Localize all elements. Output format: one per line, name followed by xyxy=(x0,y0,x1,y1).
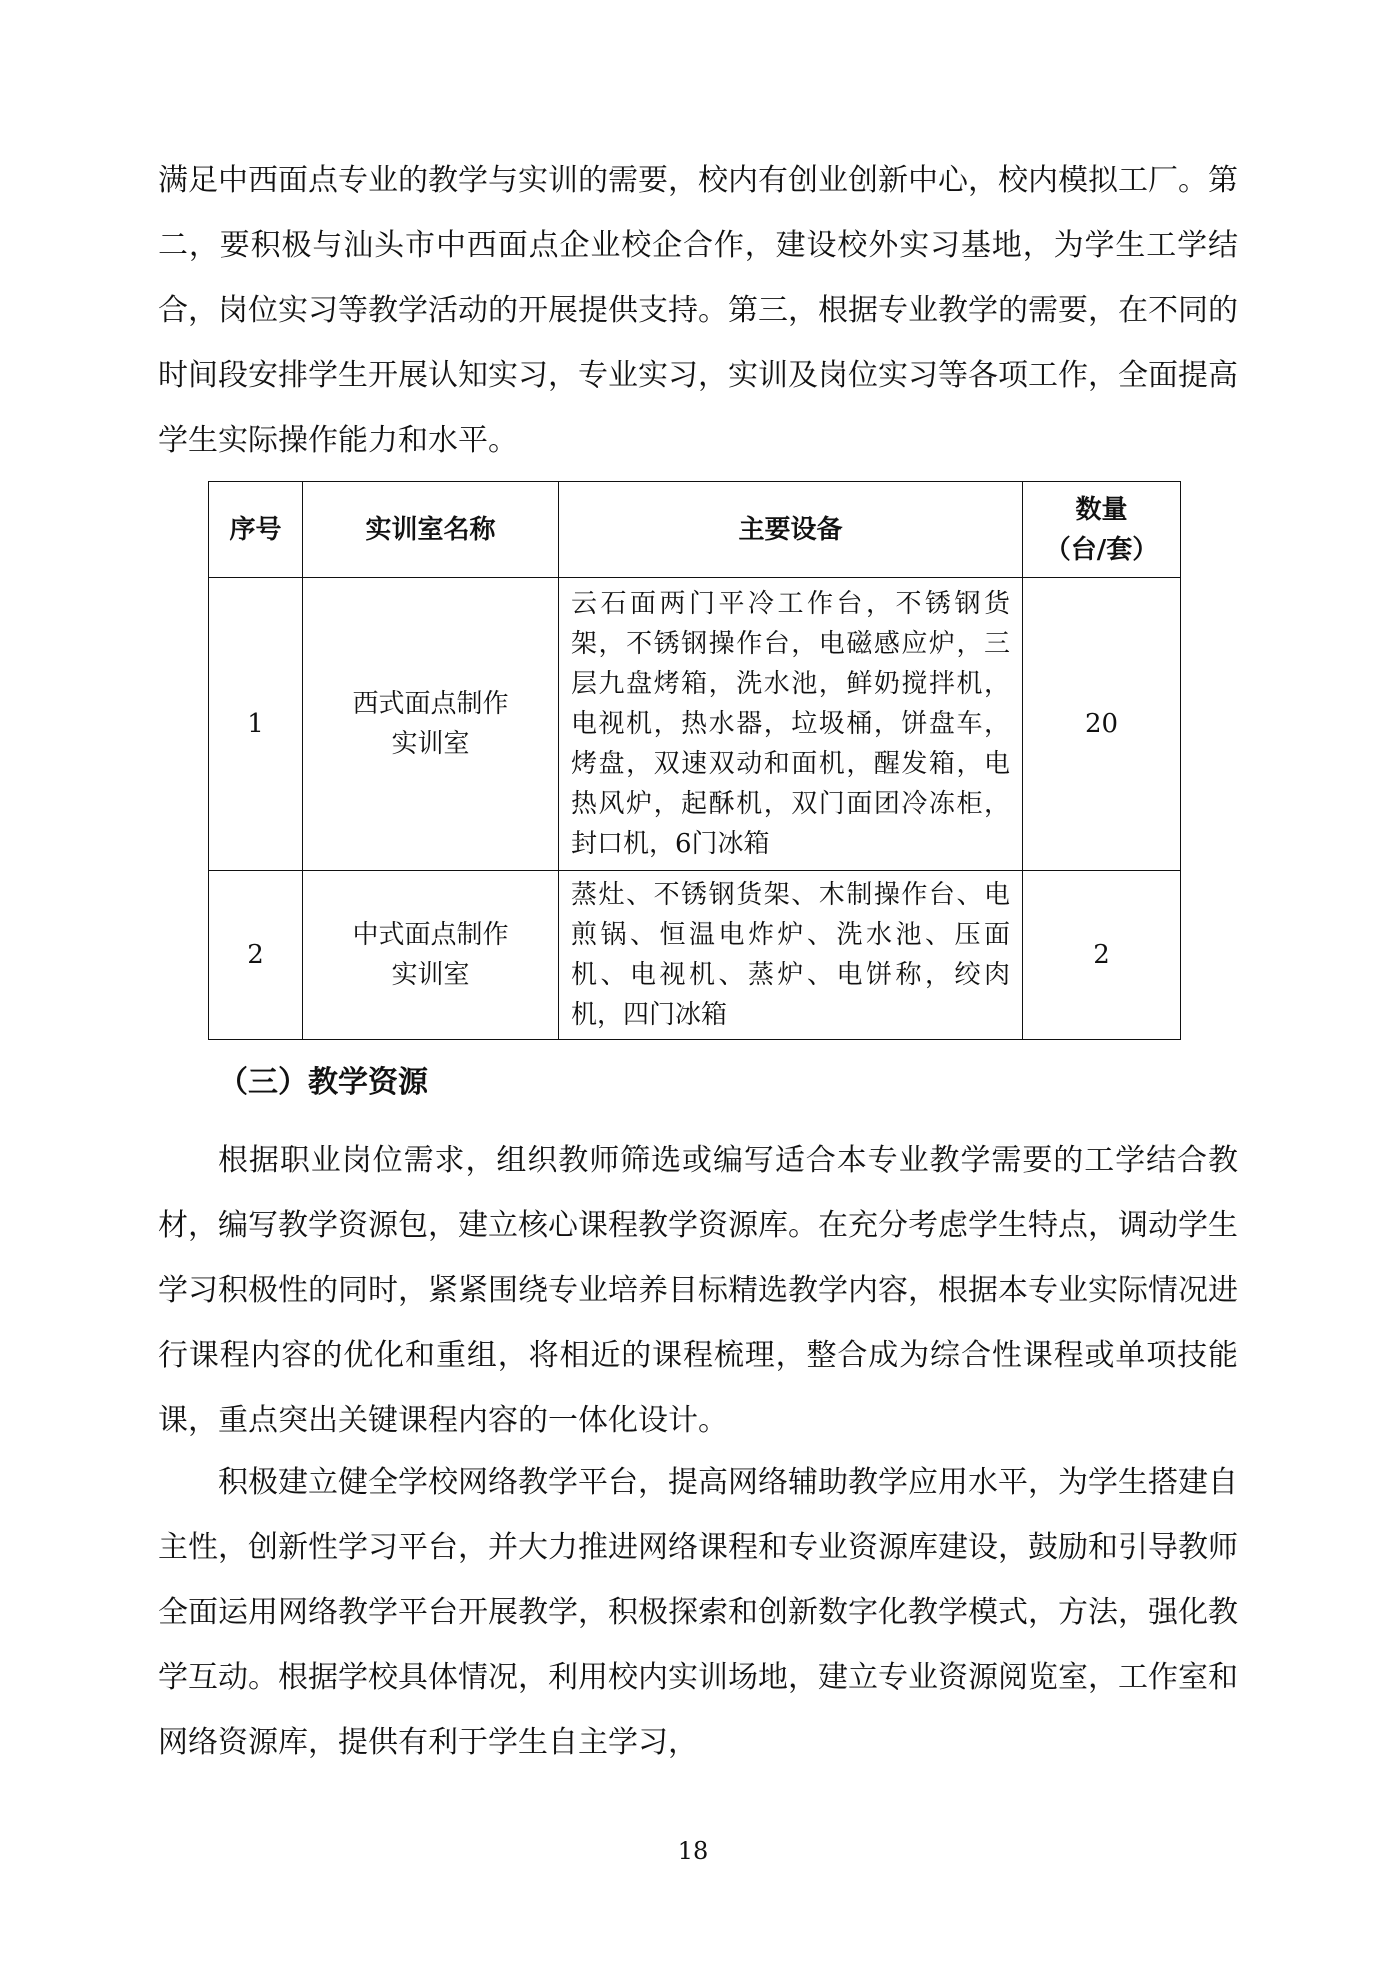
row-equipment: 蒸灶、不锈钢货架、木制操作台、电煎锅、恒温电炸炉、洗水池、压面机、电视机、蒸炉、电饼称，绞肉机，四门冰箱 xyxy=(559,871,1023,1040)
section-heading: （三）教学资源 xyxy=(218,1065,428,1100)
table-row xyxy=(209,871,1181,1040)
row-quantity: 2 xyxy=(1023,871,1181,1040)
page-number: 18 xyxy=(677,1837,709,1865)
training-room-table xyxy=(208,481,1181,1040)
row-room-name-line1: 中式面点制作 xyxy=(352,920,509,950)
row-room-name-line1: 西式面点制作 xyxy=(352,689,509,719)
row-index: 1 xyxy=(209,578,303,871)
row-room-name xyxy=(303,871,559,1040)
training-room-table-container xyxy=(208,481,1181,1040)
intro-paragraph: 满足中西面点专业的教学与实训的需要，校内有创业创新中心，校内模拟工厂。第二，要积极与汕头市中西面点企业校企合作，建设校外实习基地，为学生工学结合，岗位实习等教学活动的开展提供支持。第三，根据专业教学的需要，在不同的时间段安排学生开展认知实习，专业实习，实训及岗位实习等各项工作，全面提高学生实际操作能力和水平。 xyxy=(158,163,1238,458)
row-room-name-line2: 实训室 xyxy=(391,960,470,990)
row-index: 2 xyxy=(209,871,303,1040)
table-row xyxy=(209,578,1181,871)
header-quantity-line1: 数量 xyxy=(1075,494,1128,525)
header-index: 序号 xyxy=(209,482,303,578)
teaching-paragraph: 积极建立健全学校网络教学平台，提高网络辅助教学应用水平，为学生搭建自主性，创新性学习平台，并大力推进网络课程和专业资源库建设，鼓励和引导教师全面运用网络教学平台开展教学，积极探索和创新数字化教学模式，方法，强化教学互动。根据学校具体情况，利用校内实训场地，建立专业资源阅览室，工作室和网络资源库，提供有利于学生自主学习， xyxy=(158,1465,1238,1760)
row-room-name-line2: 实训室 xyxy=(391,729,470,759)
header-room-name: 实训室名称 xyxy=(303,482,559,578)
teaching-paragraph: 根据职业岗位需求，组织教师筛选或编写适合本专业教学需要的工学结合教材，编写教学资源包，建立核心课程教学资源库。在充分考虑学生特点，调动学生学习积极性的同时，紧紧围绕专业培养目标精选教学内容，根据本专业实际情况进行课程内容的优化和重组，将相近的课程梳理，整合成为综合性课程或单项技能课，重点突出关键课程内容的一体化设计。 xyxy=(158,1143,1238,1438)
row-quantity: 20 xyxy=(1023,578,1181,871)
table-header-row xyxy=(209,482,1181,578)
header-quantity xyxy=(1023,482,1181,578)
header-quantity-line2: （台/套） xyxy=(1044,534,1159,565)
header-equipment: 主要设备 xyxy=(559,482,1023,578)
row-equipment: 云石面两门平冷工作台，不锈钢货架，不锈钢操作台，电磁感应炉，三层九盘烤箱，洗水池，鲜奶搅拌机，电视机，热水器，垃圾桶，饼盘车，烤盘，双速双动和面机，醒发箱，电热风炉，起酥机，双门面团冷冻柜，封口机，6门冰箱 xyxy=(559,578,1023,871)
row-room-name xyxy=(303,578,559,871)
